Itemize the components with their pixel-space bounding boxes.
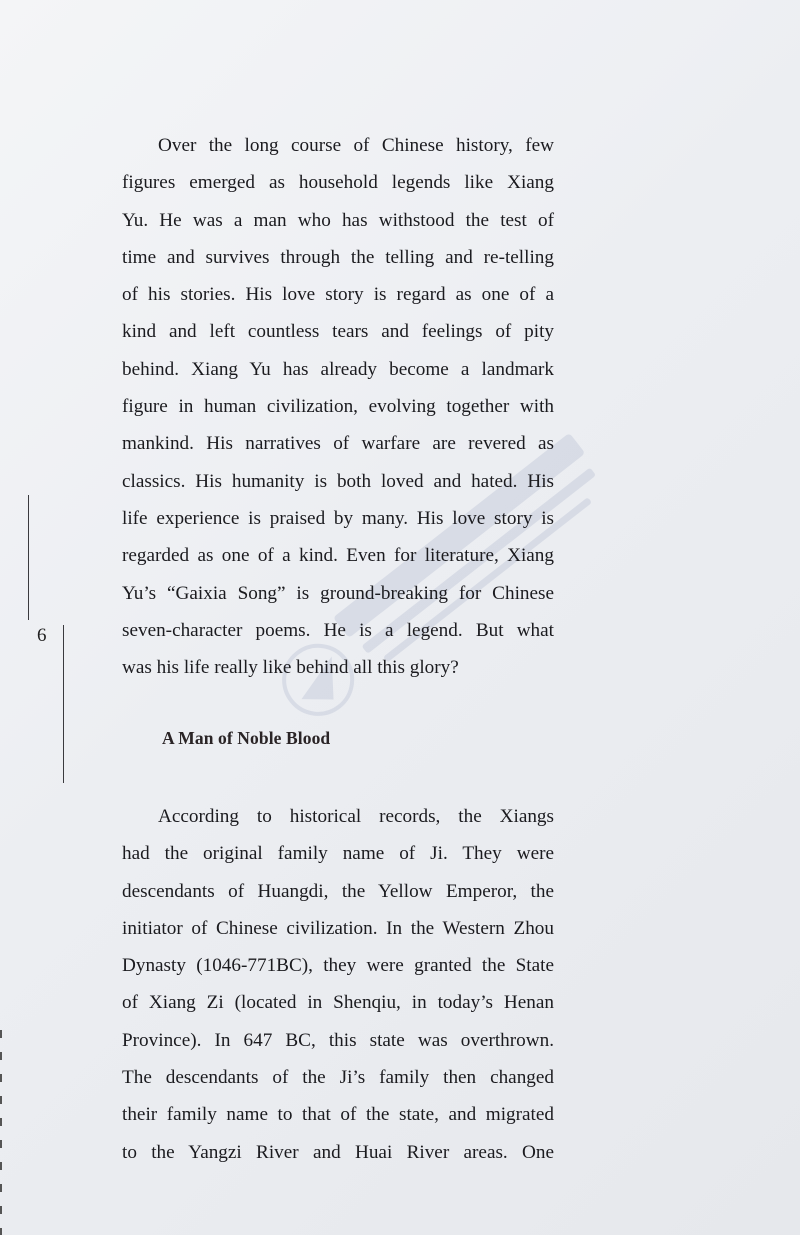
text-line: figure in human civilization, evolving together with xyxy=(122,396,554,418)
text-line: life experience is praised by many. His love story is xyxy=(122,507,554,529)
text-line: figures emerged as household legends like Xiang xyxy=(122,172,554,194)
text-line: behind. Xiang Yu has already become a landmark xyxy=(122,358,554,380)
text-line: Dynasty (1046-771BC), they were granted the State xyxy=(122,955,554,977)
text-line: Yu. He was a man who has withstood the test of xyxy=(122,209,554,231)
section-heading: A Man of Noble Blood xyxy=(162,728,331,748)
text-line: of his stories. His love story is regard as one of a xyxy=(122,284,554,306)
text-line: kind and left countless tears and feelings of pity xyxy=(122,321,554,343)
text-line: to the Yangzi River and Huai River areas. One xyxy=(122,1141,554,1163)
text-line: Province). In 647 BC, this state was overthrown. xyxy=(122,1029,554,1051)
text-line: seven-character poems. He is a legend. But what xyxy=(122,619,554,641)
text-line: According to historical records, the Xiangs xyxy=(158,806,554,827)
text-line: mankind. His narratives of warfare are revered as xyxy=(122,433,554,455)
text-line: of Xiang Zi (located in Shenqiu, in today’s Henan xyxy=(122,992,554,1014)
text-line: The descendants of the Ji’s family then changed xyxy=(122,1067,554,1089)
margin-rule-page-number xyxy=(63,625,64,783)
margin-rule-upper xyxy=(28,495,29,620)
text-line: was his life really like behind all this glory? xyxy=(122,657,459,679)
text-line: their family name to that of the state, and migrated xyxy=(122,1104,554,1126)
text-line: had the original family name of Ji. They were xyxy=(122,843,554,865)
paragraph-noble-blood xyxy=(122,798,554,1171)
page-edge-marks xyxy=(0,1030,2,1235)
text-line: classics. His humanity is both loved and hated. His xyxy=(122,470,554,492)
text-line: descendants of Huangdi, the Yellow Emperor, the xyxy=(122,880,554,902)
text-line: Yu’s “Gaixia Song” is ground-breaking for Chinese xyxy=(122,582,554,604)
text-line: initiator of Chinese civilization. In the Western Zhou xyxy=(122,917,554,939)
page-number: 6 xyxy=(37,625,47,646)
paragraph-introduction xyxy=(122,127,554,686)
text-line: time and survives through the telling and re-telling xyxy=(122,246,554,268)
text-line: regarded as one of a kind. Even for literature, Xiang xyxy=(122,545,554,567)
text-line: Over the long course of Chinese history, few xyxy=(158,135,554,156)
